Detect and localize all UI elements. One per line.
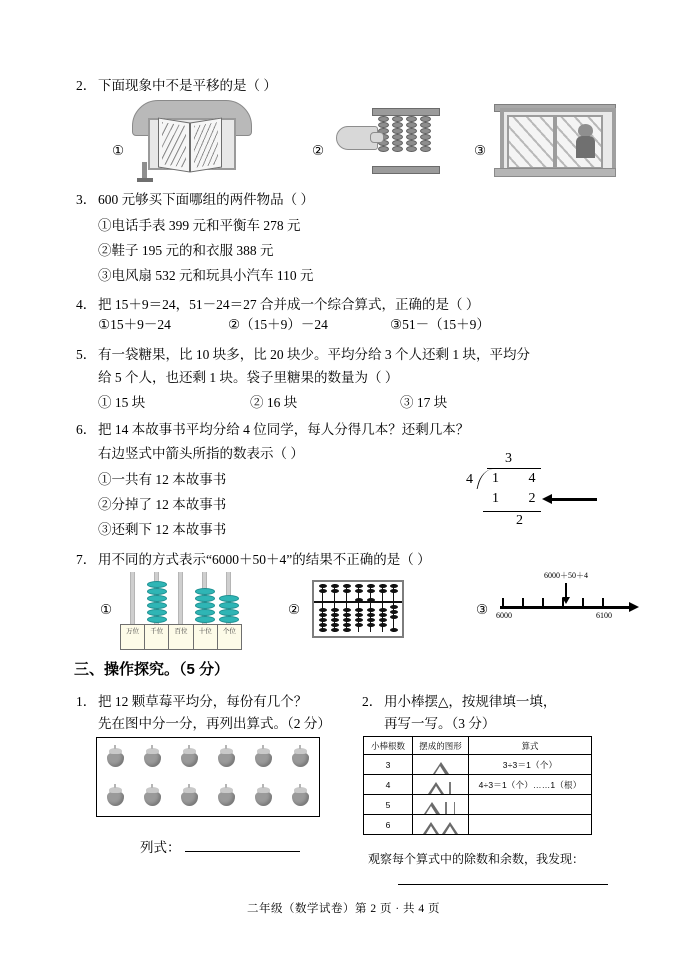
question-4-stem [76,295,479,315]
place-label: 十位 [194,625,218,649]
question-5-number: 5． [76,347,97,362]
question-2-option-2-marker[interactable]: ② [312,143,325,158]
strawberry-icon [254,748,273,767]
place-value-labels [120,624,242,650]
cell-shape [413,755,469,775]
stick-icon [445,802,447,814]
cell-stick-count: 5 [364,795,413,815]
strawberry-icon [106,748,125,767]
table-header-row [364,737,592,755]
question-3-number: 3． [76,192,97,207]
section3-q1-answer-label: 列式： [140,840,181,855]
number-line-end-label: 6100 [596,611,612,620]
question-6-stem-line1 [76,420,469,440]
question-7-stem [76,550,431,570]
abacus-rod [392,114,401,166]
place-label: 千位 [145,625,169,649]
door-leaf-left [158,117,190,172]
column-header-shape: 摆成的图形 [413,737,469,755]
question-3-option-1[interactable]: ①电话手表 399 元和平衡车 278 元 [98,218,301,233]
cell-equation[interactable]: 4÷3＝1（个）……1（根） [469,775,592,795]
division-bracket [477,469,493,489]
place-label: 百位 [169,625,193,649]
question-7-option-3-marker[interactable]: ③ [476,602,489,617]
question-2-stem [76,76,277,96]
table-row [364,755,592,775]
section3-q2-note: 观察每个算式中的除数和余数，我发现： [368,852,585,866]
question-2-option-3-marker[interactable]: ③ [474,143,487,158]
answer-blank-line[interactable] [185,851,300,852]
question-6-option-3[interactable]: ③还剩下 12 本故事书 [98,522,227,537]
strawberry-grid [97,738,319,816]
place-label: 个位 [222,628,236,635]
triangle-icon [423,822,439,834]
section3-q1-line2: 先在图中分一分，再列出算式。（2 分） [98,716,331,731]
strawberry-icon [217,787,236,806]
window-frame [500,108,616,176]
section3-q2-line2: 再写一写。（3 分） [384,716,496,731]
question-6-stem-line2: 右边竖式中箭头所指的数表示（ ） [98,446,304,461]
question-6-option-1[interactable]: ①一共有 12 本故事书 [98,472,227,487]
hand-icon [336,126,378,150]
abacus-rod [406,114,415,166]
abacus-icon [312,580,404,638]
section3-q1-text-1: 把 12 颗草莓平均分，每份有几个？ [98,694,308,709]
long-division-diagram [466,451,646,535]
cell-shape [413,775,469,795]
triangle-icon [428,782,444,794]
stick-icon [454,802,456,814]
question-5-option-1[interactable]: ① 15 块 [98,395,146,410]
question-3-text: 600 元够买下面哪组的两件物品（ ） [98,192,314,207]
place-value-counter-icon [120,572,248,650]
table-row [364,795,592,815]
cell-equation[interactable] [469,795,592,815]
strawberry-icon [180,748,199,767]
question-5-option-2[interactable]: ② 16 块 [250,395,298,410]
abacus-rod [367,584,375,632]
abacus-with-hand-icon [372,108,442,174]
cell-stick-count: 4 [364,775,413,795]
abacus-rod [420,114,429,166]
abacus-rod [355,584,363,632]
cell-stick-count: 3 [364,755,413,775]
question-6-option-2[interactable]: ②分掉了 12 本故事书 [98,497,227,512]
division-divisor: 4 [466,472,473,487]
strawberry-icon [291,787,310,806]
question-6-number: 6． [76,422,97,437]
question-5-stem-line2: 给 5 个人，也还剩 1 块。袋子里糖果的数量为（ ） [98,370,399,385]
triangle-icon [442,822,458,834]
section3-q1-number: 1． [76,694,97,709]
strawberry-icon [254,787,273,806]
section3-q2-text-1: 用小棒摆△，按规律填一填， [384,694,557,709]
question-3-option-2[interactable]: ②鞋子 195 元的和衣服 388 元 [98,243,274,258]
table-row [364,775,592,795]
table-row [364,815,592,835]
question-4-option-1[interactable]: ①15＋9－24 [98,317,171,332]
question-3-option-3[interactable]: ③电风扇 532 元和玩具小汽车 110 元 [98,268,314,283]
division-dividend: 1 4 [492,471,549,486]
question-7-number: 7． [76,552,97,567]
question-5-option-3[interactable]: ③ 17 块 [400,395,448,410]
number-line-axis [500,606,630,609]
person-body [576,136,595,158]
abacus-rod [319,584,327,632]
abacus-bottom-bar [372,166,440,174]
question-7-option-1-marker[interactable]: ① [100,602,113,617]
question-2-number: 2． [76,78,97,93]
strawberry-icon [143,787,162,806]
question-4-option-3[interactable]: ③51－（15＋9） [390,317,490,332]
window-sill [494,168,616,177]
question-4-number: 4． [76,297,97,312]
abacus-rod [379,584,387,632]
section3-q2-number: 2． [362,694,383,709]
triangle-icon [433,762,449,774]
cell-equation[interactable]: 3÷3＝1（个） [469,755,592,775]
strawberry-icon [180,787,199,806]
column-header-sticks: 小棒根数 [364,737,413,755]
door-leaf-right [190,117,222,172]
cell-shape [413,815,469,835]
arrow-down-icon [565,583,567,599]
question-4-option-2[interactable]: ②（15＋9）－24 [228,317,328,332]
cell-stick-count: 6 [364,815,413,835]
strawberry-icon [106,787,125,806]
place-label: 万位 [121,625,145,649]
question-5-stem-line1 [76,345,530,365]
question-2-text: 下面现象中不是平移的是（ ） [98,78,277,93]
strawberry-icon [291,748,310,767]
number-line-start-label: 6000 [496,611,512,620]
abacus-rod [390,584,398,632]
cell-equation[interactable] [469,815,592,835]
division-rule [483,511,541,512]
abacus-rod [343,584,351,632]
number-line-annotation: 6000＋50＋4 [544,571,588,580]
strawberry-box[interactable] [96,737,320,817]
question-6-text-1: 把 14 本故事书平均分给 4 位同学，每人分得几本？还剩几本？ [98,422,470,437]
section3-q1-line1 [76,692,307,712]
question-3-stem [76,190,314,210]
division-subtrahend: 1 2 [492,491,549,506]
strawberry-icon [143,748,162,767]
stick-pattern-table [363,736,592,835]
section3-q2-line1 [362,692,556,712]
section-3-heading: 三、操作探究。（5 分） [74,661,230,678]
division-vinculum [487,468,541,469]
question-7-text: 用不同的方式表示“6000＋50＋4”的结果不正确的是（ ） [98,552,431,567]
column-header-equation: 算式 [469,737,592,755]
abacus-rod [331,584,339,632]
question-5-text-1: 有一袋糖果，比 10 块多，比 20 块少。平均分给 3 个人还剩 1 块，平均分 [98,347,530,362]
revolving-door-icon [132,100,262,184]
division-quotient: 3 [505,451,512,466]
window-pane-left [507,115,555,169]
cell-shape [413,795,469,815]
question-7-option-2-marker[interactable]: ② [288,602,301,617]
strawberry-icon [217,748,236,767]
number-line-icon [496,571,645,632]
page-footer: 二年级（数学试卷）第 2 页 · 共 4 页 [246,903,441,915]
triangle-icon [424,802,440,814]
stick-icon [449,782,451,794]
question-4-text: 把 15＋9＝24，51－24＝27 合并成一个综合算式，正确的是（ ） [98,297,480,312]
sliding-window-icon [500,104,620,180]
arrow-left-icon [551,498,597,501]
door-base [137,178,153,182]
division-remainder: 2 [516,513,523,528]
question-2-option-1-marker[interactable]: ① [112,143,125,158]
discovery-blank-line[interactable] [398,884,608,885]
